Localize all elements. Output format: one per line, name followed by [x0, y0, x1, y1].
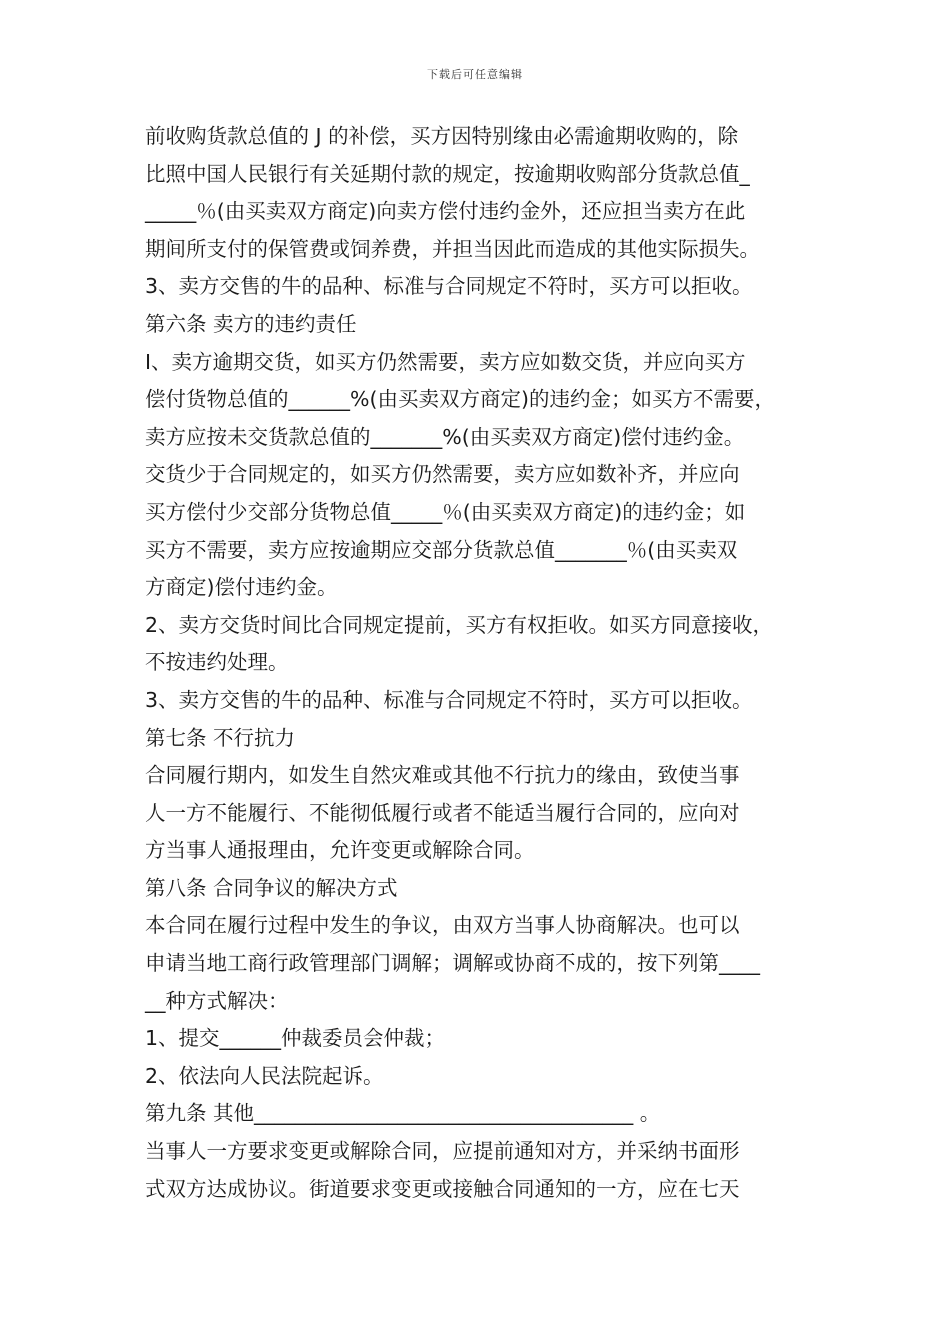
paragraph-line: 当事人一方要求变更或解除合同，应提前通知对方，并采纳书面形 [145, 1139, 740, 1164]
paragraph-line: 偿付货物总值的______%(由买卖双方商定)的违约金；如买方不需要， [145, 387, 775, 412]
article-heading: 第八条 合同争议的解决方式 [145, 875, 398, 900]
clause-item: I、卖方逾期交货，如买方仍然需要，卖方应如数交货，并应向买方 [145, 349, 746, 374]
clause-item: 3、卖方交售的牛的品种、标准与合同规定不符时，买方可以拒收。 [145, 274, 753, 299]
clause-item: 2、依法向人民法院起诉。 [145, 1063, 384, 1088]
paragraph-line: 买方不需要，卖方应按逾期应交部分货款总值_______％(由买卖双 [145, 537, 738, 562]
article-heading: 第六条 卖方的违约责任 [145, 311, 357, 336]
paragraph-line: 交货少于合同规定的，如买方仍然需要，卖方应如数补齐，并应向 [145, 462, 740, 487]
paragraph-line: 申请当地工商行政管理部门调解；调解或协商不成的，按下列第____ [145, 951, 760, 976]
paragraph-line: 卖方应按未交货款总值的_______%(由买卖双方商定)偿付违约金。 [145, 424, 745, 449]
paragraph-line: 期间所支付的保管费或饲养费，并担当因此而造成的其他实际损失。 [145, 236, 760, 261]
paragraph-line: _____％(由买卖双方商定)向卖方偿付违约金外，还应担当卖方在此 [145, 199, 746, 224]
paragraph-line: 不按违约处理。 [145, 650, 289, 675]
clause-item: 3、卖方交售的牛的品种、标准与合同规定不符时，买方可以拒收。 [145, 687, 753, 712]
document-body [145, 118, 820, 1208]
paragraph-line: 前收购货款总值的 J 的补偿，买方因特别缘由必需逾期收购的，除 [145, 124, 739, 148]
paragraph-line: 本合同在履行过程中发生的争议，由双方当事人协商解决。也可以 [145, 913, 740, 938]
paragraph-line: 比照中国人民银行有关延期付款的规定，按逾期收购部分货款总值_ [145, 161, 750, 186]
paragraph-line: 买方偿付少交部分货物总值_____％(由买卖双方商定)的违约金；如 [145, 499, 746, 524]
paragraph-line: 方当事人通报理由，允许变更或解除合同。 [145, 838, 535, 863]
article-heading: 第七条 不行抗力 [145, 725, 296, 750]
paragraph-line: 合同履行期内，如发生自然灾难或其他不行抗力的缘由，致使当事 [145, 763, 740, 788]
article-heading: 第九条 其他_____________________________________ 。 [145, 1101, 661, 1126]
paragraph-line: 方商定)偿付违约金。 [145, 575, 338, 600]
paragraph-line: __种方式解决： [145, 988, 289, 1013]
clause-item: 2、卖方交货时间比合同规定提前，买方有权拒收。如买方同意接收， [145, 612, 774, 637]
paragraph-line: 式双方达成协议。街道要求变更或接触合同通知的一方，应在七天 [145, 1176, 740, 1201]
paragraph-line: 人一方不能履行、不能彻低履行或者不能适当履行合同的，应向对 [145, 800, 740, 825]
clause-item: 1、提交______仲裁委员会仲裁； [145, 1026, 446, 1051]
page-header: 下载后可任意编辑 [427, 68, 523, 81]
